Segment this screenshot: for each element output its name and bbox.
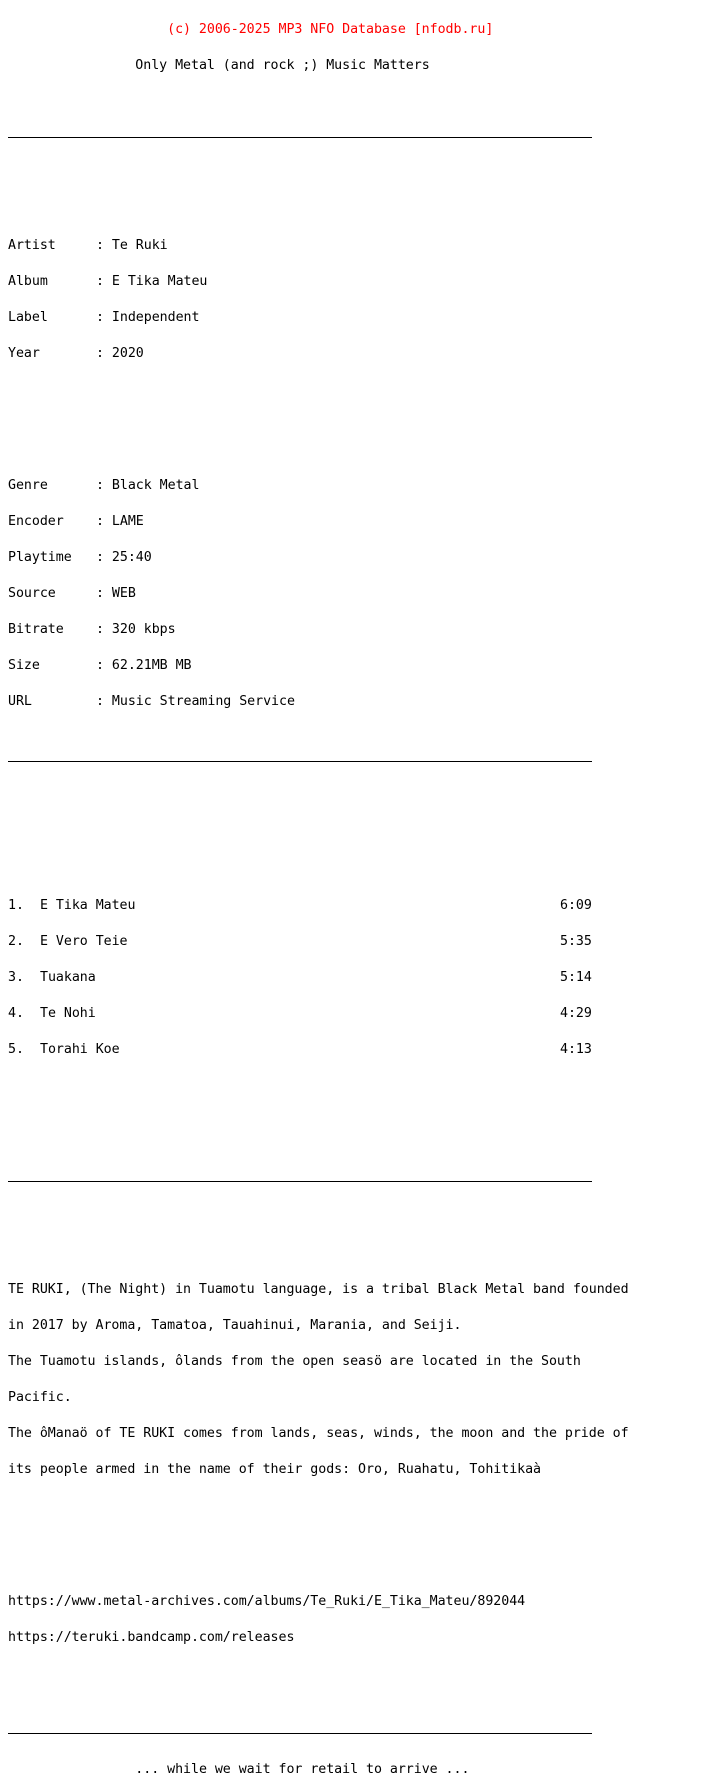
tech-value: Music Streaming Service <box>111 694 295 709</box>
release-info <box>8 216 629 384</box>
blank-line <box>8 1524 629 1536</box>
track-title: Torahi Koe <box>40 1042 120 1057</box>
tech-key: Playtime <box>8 550 72 565</box>
tech-value: 62.21MB MB <box>111 658 192 673</box>
track-title: E Vero Teie <box>40 934 128 949</box>
tech-row-playtime: Playtime : 25:40 <box>8 550 152 565</box>
track-row <box>8 1044 629 1056</box>
tech-row-url: URL : Music Streaming Service <box>8 694 295 709</box>
tech-key: URL <box>8 694 32 709</box>
blank-line <box>8 1692 629 1704</box>
track-title: Te Nohi <box>40 1006 96 1021</box>
info-key: Artist <box>8 238 56 253</box>
links <box>8 1572 629 1668</box>
divider-2 <box>8 756 629 768</box>
track-number: 3. <box>8 970 24 985</box>
tech-value: LAME <box>111 514 144 529</box>
info-row-label: Label : Independent <box>8 310 200 325</box>
tech-value: WEB <box>111 586 136 601</box>
track-row <box>8 900 629 912</box>
info-row-year: Year : 2020 <box>8 346 144 361</box>
tech-row-bitrate: Bitrate : 320 kbps <box>8 622 176 637</box>
info-key: Album <box>8 274 48 289</box>
technical-info <box>8 456 629 732</box>
blank-line <box>8 1104 629 1116</box>
link-bandcamp: https://teruki.bandcamp.com/releases <box>8 1630 295 1645</box>
blank-line <box>8 1140 629 1152</box>
info-key: Year <box>8 346 40 361</box>
description-line: The ôManaö of TE RUKI comes from lands, seas, winds, the moon and the pride of <box>8 1426 629 1441</box>
track-number: 4. <box>8 1006 24 1021</box>
tech-key: Encoder <box>8 514 64 529</box>
track-duration: 4:13 <box>560 1042 592 1057</box>
description-line: its people armed in the name of their gods: Oro, Ruahatu, Tohitikaà <box>8 1462 542 1477</box>
description-line: The Tuamotu islands, ôlands from the open seasö are located in the South <box>8 1354 581 1369</box>
track-duration: 5:14 <box>560 970 592 985</box>
tagline-line <box>8 60 629 72</box>
track-title: Tuakana <box>40 970 96 985</box>
tech-row-size: Size : 62.21MB MB <box>8 658 192 673</box>
tech-key: Size <box>8 658 40 673</box>
divider-3 <box>8 1176 629 1188</box>
tech-value: Black Metal <box>111 478 200 493</box>
tech-key: Source <box>8 586 56 601</box>
tracklist <box>8 876 629 1080</box>
tech-row-source: Source : WEB <box>8 586 136 601</box>
info-value: Independent <box>111 310 200 325</box>
blank-line <box>8 96 629 108</box>
copyright-line <box>8 24 629 36</box>
info-row-artist: Artist : Te Ruki <box>8 238 168 253</box>
info-value: Te Ruki <box>111 238 168 253</box>
footer-text: ... while we wait for retail to arrive ... <box>135 1762 470 1777</box>
track-number: 1. <box>8 898 24 913</box>
description-line: Pacific. <box>8 1390 72 1405</box>
track-row <box>8 972 629 984</box>
info-key: Label <box>8 310 48 325</box>
description <box>8 1260 629 1500</box>
info-value: E Tika Mateu <box>111 274 208 289</box>
link-metal-archives: https://www.metal-archives.com/albums/Te_Ruki/E_Tika_Mateu/892044 <box>8 1594 526 1609</box>
info-value: 2020 <box>111 346 144 361</box>
blank-line <box>8 828 629 840</box>
track-number: 2. <box>8 934 24 949</box>
tech-value: 25:40 <box>111 550 152 565</box>
description-line: TE RUKI, (The Night) in Tuamotu language, is a tribal Black Metal band founded <box>8 1282 629 1297</box>
divider-1 <box>8 132 629 144</box>
track-row <box>8 936 629 948</box>
track-row <box>8 1008 629 1020</box>
track-title: E Tika Mateu <box>40 898 136 913</box>
divider-4 <box>8 1728 629 1740</box>
description-line: in 2017 by Aroma, Tamatoa, Tauahinui, Marania, and Seiji. <box>8 1318 462 1333</box>
track-duration: 5:35 <box>560 934 592 949</box>
tech-key: Bitrate <box>8 622 64 637</box>
blank-line <box>8 1212 629 1224</box>
footer-line <box>8 1764 629 1776</box>
info-row-album: Album : E Tika Mateu <box>8 274 208 289</box>
track-duration: 6:09 <box>560 898 592 913</box>
tech-row-genre: Genre : Black Metal <box>8 478 200 493</box>
tech-row-encoder: Encoder : LAME <box>8 514 144 529</box>
copyright-text: (c) 2006-2025 MP3 NFO Database [nfodb.ru] <box>167 22 494 37</box>
blank-line <box>8 408 629 420</box>
track-number: 5. <box>8 1042 24 1057</box>
nfo-document <box>8 0 629 1788</box>
blank-line <box>8 168 629 180</box>
tech-key: Genre <box>8 478 48 493</box>
tagline-text: Only Metal (and rock ;) Music Matters <box>135 58 430 73</box>
blank-line <box>8 792 629 804</box>
tech-value: 320 kbps <box>111 622 176 637</box>
track-duration: 4:29 <box>560 1006 592 1021</box>
